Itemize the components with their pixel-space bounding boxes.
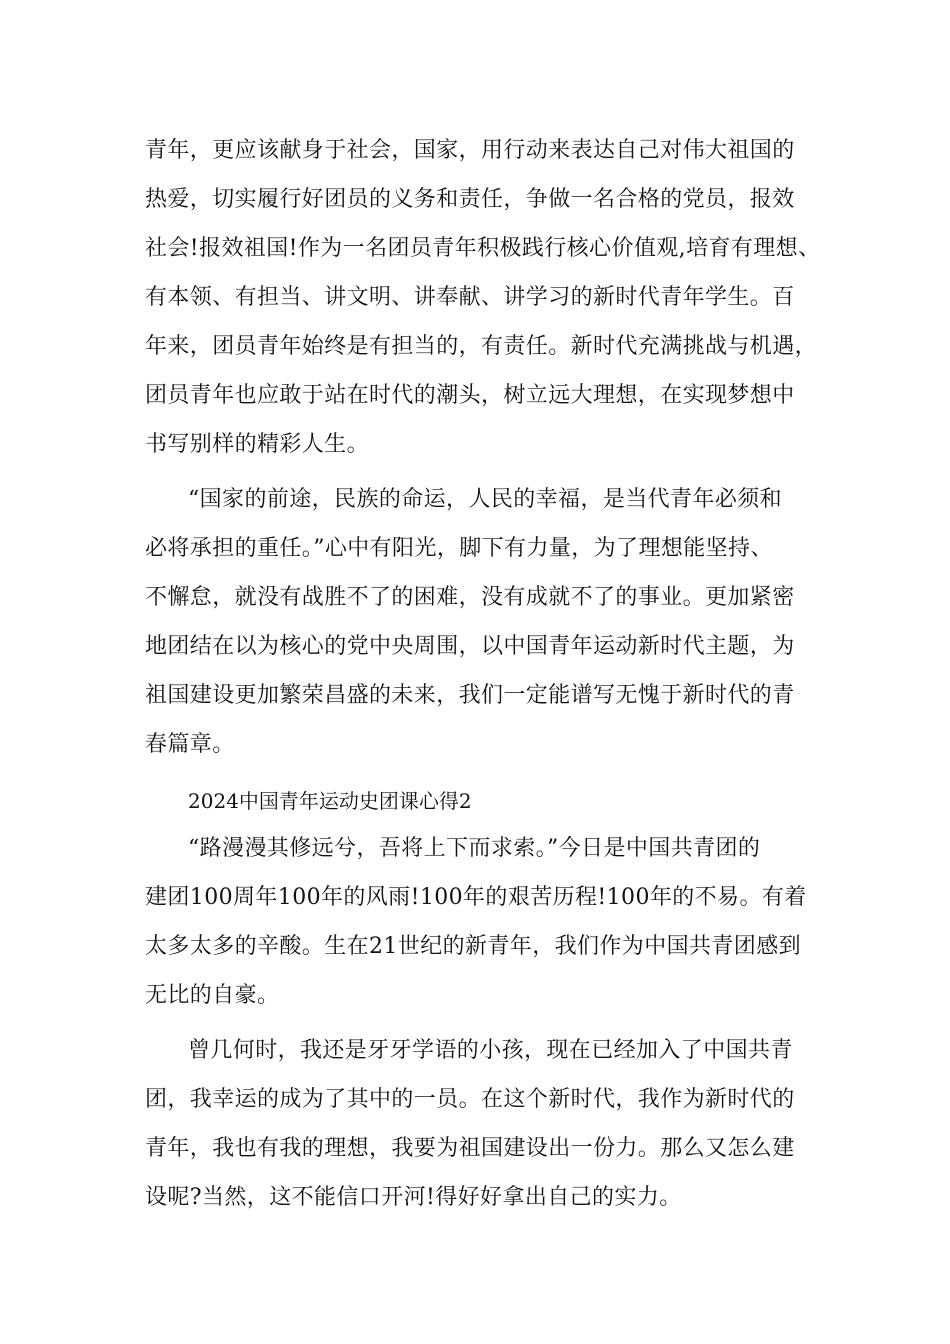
paragraph-1-line-4: 有本领、有担当、讲文明、讲奉献、讲学习的新时代青年学生。百	[145, 285, 795, 310]
paragraph-1-line-1: 青年，更应该献身于社会，国家，用行动来表达自己对伟大祖国的	[145, 138, 795, 163]
paragraph-1-line-7: 书写别样的精彩人生。	[145, 432, 370, 457]
paragraph-3-line-2: 建团100周年100年的风雨!100年的艰苦历程!100年的不易。有着	[145, 885, 807, 910]
paragraph-2-line-1: “国家的前途，民族的命运，人民的幸福，是当代青年必须和	[188, 487, 783, 512]
paragraph-2-line-4: 地团结在以为核心的党中央周围，以中国青年运动新时代主题，为	[145, 634, 795, 659]
paragraph-3-line-3: 太多太多的辛酸。生在21世纪的新青年，我们作为中国共青团感到	[145, 934, 801, 959]
paragraph-4-line-4: 设呢?当然，这不能信口开河!得好好拿出自己的实力。	[145, 1185, 682, 1210]
paragraph-1-line-2: 热爱，切实履行好团员的义务和责任，争做一名合格的党员，报效	[145, 187, 795, 212]
paragraph-4-line-1: 曾几何时，我还是牙牙学语的小孩，现在已经加入了中国共青	[188, 1038, 793, 1063]
paragraph-4-line-3: 青年，我也有我的理想，我要为祖国建设出一份力。那么又怎么建	[145, 1136, 795, 1161]
paragraph-3-line-4: 无比的自豪。	[145, 983, 280, 1008]
paragraph-1-line-6: 团员青年也应敢于站在时代的潮头，树立远大理想，在实现梦想中	[145, 383, 795, 408]
paragraph-4-line-2: 团，我幸运的成为了其中的一员。在这个新时代，我作为新时代的	[145, 1087, 795, 1112]
paragraph-3-line-1: “路漫漫其修远兮，吾将上下而求索。”今日是中国共青团的	[188, 836, 761, 861]
section-heading: 2024中国青年运动史团课心得2	[188, 789, 472, 813]
paragraph-2-line-3: 不懈怠，就没有战胜不了的困难，没有成就不了的事业。更加紧密	[145, 585, 795, 610]
paragraph-1-line-3: 社会!报效祖国!作为一名团员青年积极践行核心价值观,培育有理想、	[145, 236, 821, 261]
paragraph-1-line-5: 年来，团员青年始终是有担当的，有责任。新时代充满挑战与机遇，	[145, 334, 818, 359]
paragraph-2-line-6: 春篇章。	[145, 732, 235, 757]
paragraph-2-line-2: 必将承担的重任。”心中有阳光，脚下有力量，为了理想能坚持、	[145, 536, 773, 561]
paragraph-2-line-5: 祖国建设更加繁荣昌盛的未来，我们一定能谱写无愧于新时代的青	[145, 683, 795, 708]
